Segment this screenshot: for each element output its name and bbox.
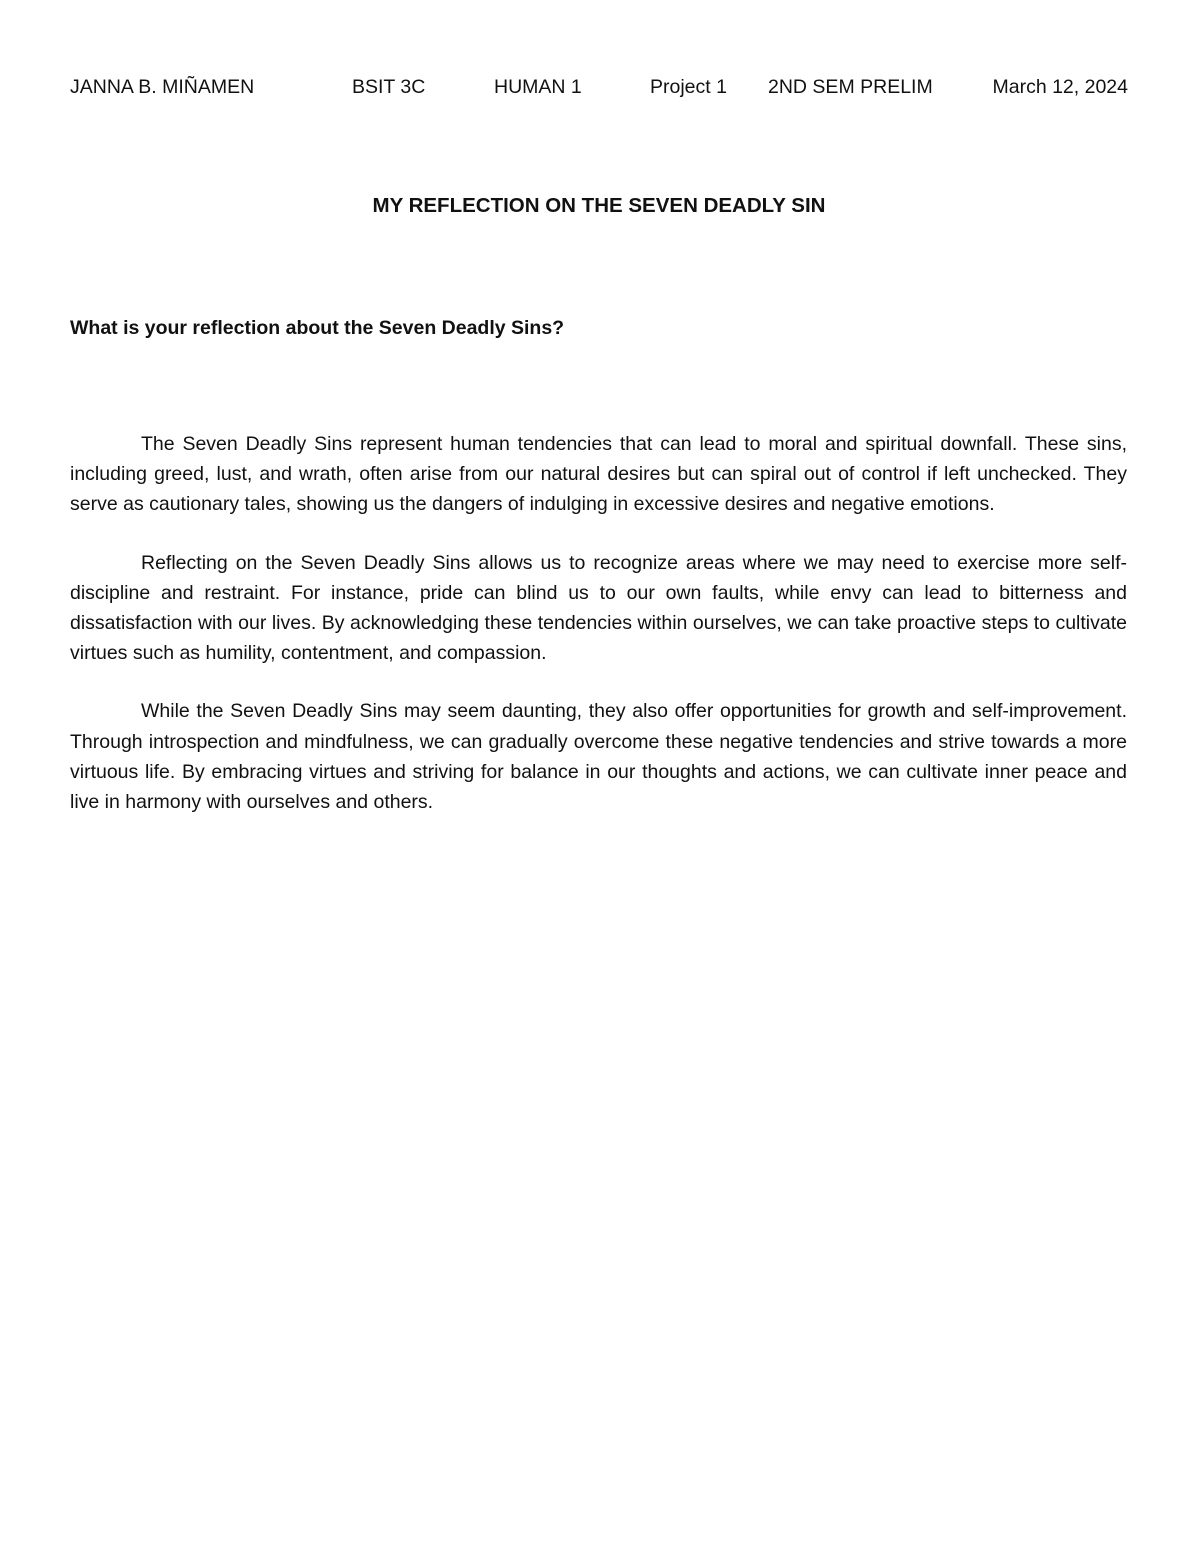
term-label: 2ND SEM PRELIM — [768, 76, 933, 98]
submission-date: March 12, 2024 — [992, 76, 1128, 98]
document-title: MY REFLECTION ON THE SEVEN DEADLY SIN — [372, 194, 826, 217]
paragraph-2: Reflecting on the Seven Deadly Sins allows us to recognize areas where we may need to exercise more self-discipline and restraint. For instance, pride can blind us to our own faults, while envy can lead to bitterness and dissatisfaction with our lives. By acknowledging these tendencies within ourselves, we can take proactive steps to cultivate virtues such as humility, contentment, and compassion. — [70, 551, 1127, 665]
document-header — [70, 74, 1128, 100]
project-label: Project 1 — [650, 76, 727, 98]
subject-code: HUMAN 1 — [494, 76, 582, 98]
reflection-question: What is your reflection about the Seven Deadly Sins? — [70, 317, 565, 339]
paragraph-3: While the Seven Deadly Sins may seem daunting, they also offer opportunities for growth and self-improvement. Through introspection and mindfulness, we can gradually overcome these negative tendencies and strive towards a more virtuous life. By embracing virtues and striving for balance in our thoughts and actions, we can cultivate inner peace and live in harmony with ourselves and others. — [70, 700, 1127, 814]
student-name: JANNA B. MIÑAMEN — [70, 76, 255, 98]
document-body — [70, 429, 1127, 845]
paragraph-1: The Seven Deadly Sins represent human tendencies that can lead to moral and spiritual downfall. These sins, including greed, lust, and wrath, often arise from our natural desires but can spiral out of control if left unchecked. They serve as cautionary tales, showing us the dangers of indulging in excessive desires and negative emotions. — [70, 433, 1127, 516]
course-section: BSIT 3C — [352, 76, 426, 98]
